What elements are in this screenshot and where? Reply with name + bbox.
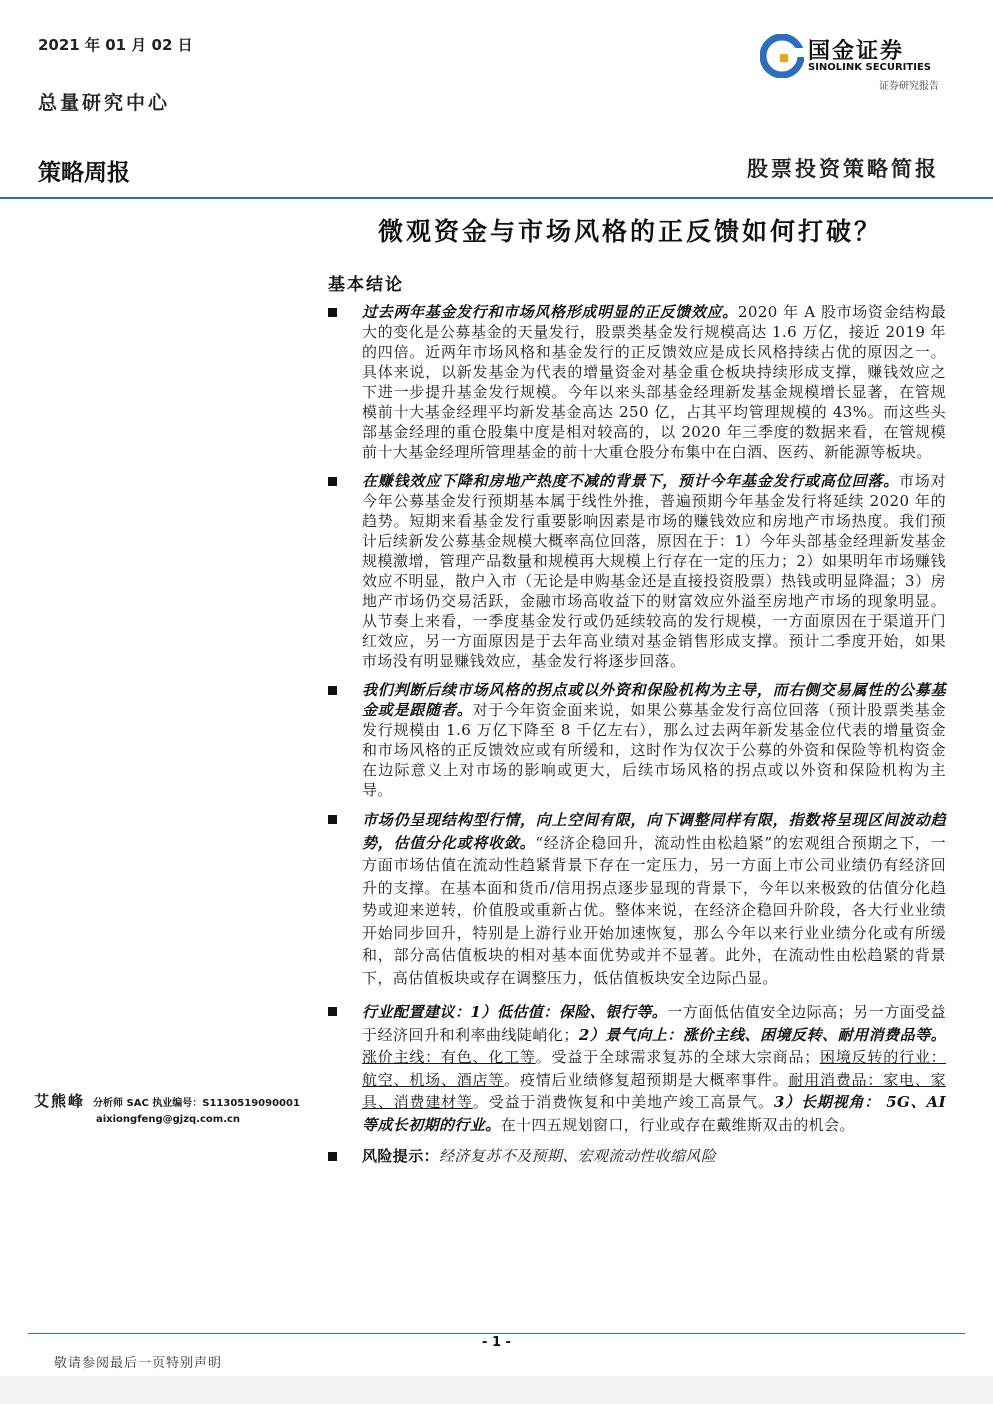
bullet-square-icon [328,308,337,317]
logo-english-name: SINOLINK SECURITIES [808,62,931,73]
analyst-email[interactable]: aixiongfeng@gjzq.com.cn [96,1114,241,1125]
risk-text: 经济复苏不及预期、宏观流动性收缩风险 [439,1147,717,1165]
report-date: 2021 年 01 月 02 日 [38,36,193,54]
conclusion-item [328,302,946,462]
conclusion-list [328,302,946,1175]
conclusion-item [328,680,946,800]
department-name: 总量研究中心 [38,92,171,114]
conclusion-text: “经济企稳回升，流动性由松趋紧”的宏观组合预期之下，一方面市场估值在流动性趋紧背景下存在一定压力，另一方面上市公司业绩仍有经济回升的支撑。在基本面和货币/信用拐点逐步显现的背景下，今年以来极致的估值分化趋势或迎来逆转，价值股或重新占优。整体来说，在经济企稳回升阶段，各大行业业绩开始同步回升，特别是上游行业开始加速恢复，那么今年以来行业业绩分化或有所缓和，部分高估值板块的相对基本面优势或并不显著。此外，在流动性由松趋紧的背景下，高估值板块或存在调整压力，低估值板块安全边际凸显。 [362,833,946,987]
bullet-square-icon [328,477,337,486]
conclusion-lead: 过去两年基金发行和市场风格形成明显的正反馈效应。 [362,303,738,321]
conclusion-text: 对于今年资金面来说，如果公募基金发行高位回落（预计股票类基金发行规模由 1.6 万亿下降至 8 千亿左右），那么过去两年新发基金位代表的增量资金和市场风格的正反馈效应或有所缓和，这时作为仅次于公募的外资和保险等机构资金在边际意义上对市场的影响或更大，后续市场风格的拐点或以外资和保险机构为主导。 [362,701,946,799]
footer-disclaimer: 敬请参阅最后一页特别声明 [54,1356,223,1371]
logo-chinese-name: 国金证券 [808,39,905,64]
conclusion-item [328,809,946,989]
allocation-theme-1: 涨价主线：有色、化工等 [362,1048,536,1066]
allocation-theme-3: 耐用消费品：家电、家具、消费建材等 [362,1070,946,1111]
allocation-text-4: 。受益于消费恢复和中美地产竣工高景气。 [472,1093,774,1111]
footer-divider [28,1333,965,1334]
conclusion-lead: 市场仍呈现结构型行情，向上空间有限，向下调整同样有限，指数将呈现区间波动趋势，估值分化或将收敛。 [362,811,946,852]
analyst-cert: 分析师 SAC 执业编号：S1130519090001 [93,1098,300,1109]
allocation-lead-2: 2）景气向上：涨价主线、困境反转、耐用消费品等。 [578,1025,946,1044]
analyst-name: 艾熊峰 [34,1092,86,1110]
section-title: 基本结论 [328,275,404,295]
risk-item [328,1146,946,1166]
logo-subtitle: 证券研究报告 [879,81,939,92]
analyst-info [34,1090,314,1125]
allocation-theme-2: 困境反转的行业：航空、机场、酒店等 [362,1048,947,1089]
conclusion-lead: 我们判断后续市场风格的拐点或以外资和保险机构为主导，而右侧交易属性的公募基金或是跟随者。 [362,681,946,719]
allocation-lead-3: 3）长期视角： 5G、AI 等成长初期的行业。 [362,1093,946,1134]
conclusion-item [328,471,946,671]
bullet-square-icon [328,815,337,824]
bullet-square-icon [328,1152,337,1161]
conclusion-item [328,1001,946,1136]
conclusion-lead: 在赚钱效应下降和房地产热度不减的背景下，预计今年基金发行或高位回落。 [362,472,900,490]
allocation-text-2: 。受益于全球需求复苏的全球大宗商品； [535,1048,820,1066]
report-title: 微观资金与市场风格的正反馈如何打破？ [377,217,882,246]
bullet-square-icon [328,686,337,695]
page-number: - 1 - [482,1335,511,1350]
risk-lead: 风险提示： [362,1147,440,1165]
header-divider [0,197,993,199]
allocation-text-3: 。疫情后业绩修复超预期是大概率事件。 [504,1070,789,1089]
report-type: 股票投资策略简报 [747,156,939,181]
bottom-band [0,1376,993,1404]
allocation-lead: 行业配置建议：1）低估值：保险、银行等。 [362,1003,668,1021]
bullet-square-icon [328,1007,337,1016]
conclusion-text: 2020 年 A 股市场资金结构最大的变化是公募基金的天量发行，股票类基金发行规模高达 1.6 万亿，接近 2019 年的四倍。近两年市场风格和基金发行的正反馈效应是成长风格持续占优的原因之一。具体来说，以新发基金为代表的增量资金对基金重仓板块持续形成支撑，赚钱效应之下进一步提升基金发行规模。今年以来头部基金经理新发基金规模增长显著，在管规模前十大基金经理平均新发基金高达 250 亿，占其平均管理规模的 43%。而这些头部基金经理的重仓股集中度是相对较高的，以 2020 年三季度的数据来看，在管规模前十大基金经理所管理基金的前十大重仓股分布集中在白酒、医药、新能源等板块。 [362,303,946,461]
conclusion-text: 市场对今年公募基金发行预期基本属于线性外推，普遍预期今年基金发行将延续 2020 年的趋势。短期来看基金发行重要影响因素是市场的赚钱效应和房地产市场热度。我们预计后续新发公募基金规模大概率高位回落，原因在于：1）今年头部基金经理新发基金规模激增，管理产品数量和规模再大规模上行存在一定的压力；2）如果明年市场赚钱效应不明显，散户入市（无论是申购基金还是直接投资股票）热钱或明显降温；3）房地产市场仍交易活跃，金融市场高收益下的财富效应外溢至房地产市场的现象明显。从节奏上来看，一季度基金发行或仍延续较高的发行规模，一方面原因在于渠道开门红效应，另一方面原因是于去年高业绩对基金销售形成支撑。预计二季度开始，如果市场没有明显赚钱效应，基金发行将逐步回落。 [362,472,947,670]
allocation-text-5: 在十四五规划窗口，行业或存在戴维斯双击的机会。 [500,1115,855,1134]
allocation-text: 一方面低估值安全边际高；另一方面受益于经济回升和利率曲线陡峭化； [362,1003,946,1044]
report-series: 策略周报 [38,160,130,186]
logo-mark-icon [760,34,804,78]
